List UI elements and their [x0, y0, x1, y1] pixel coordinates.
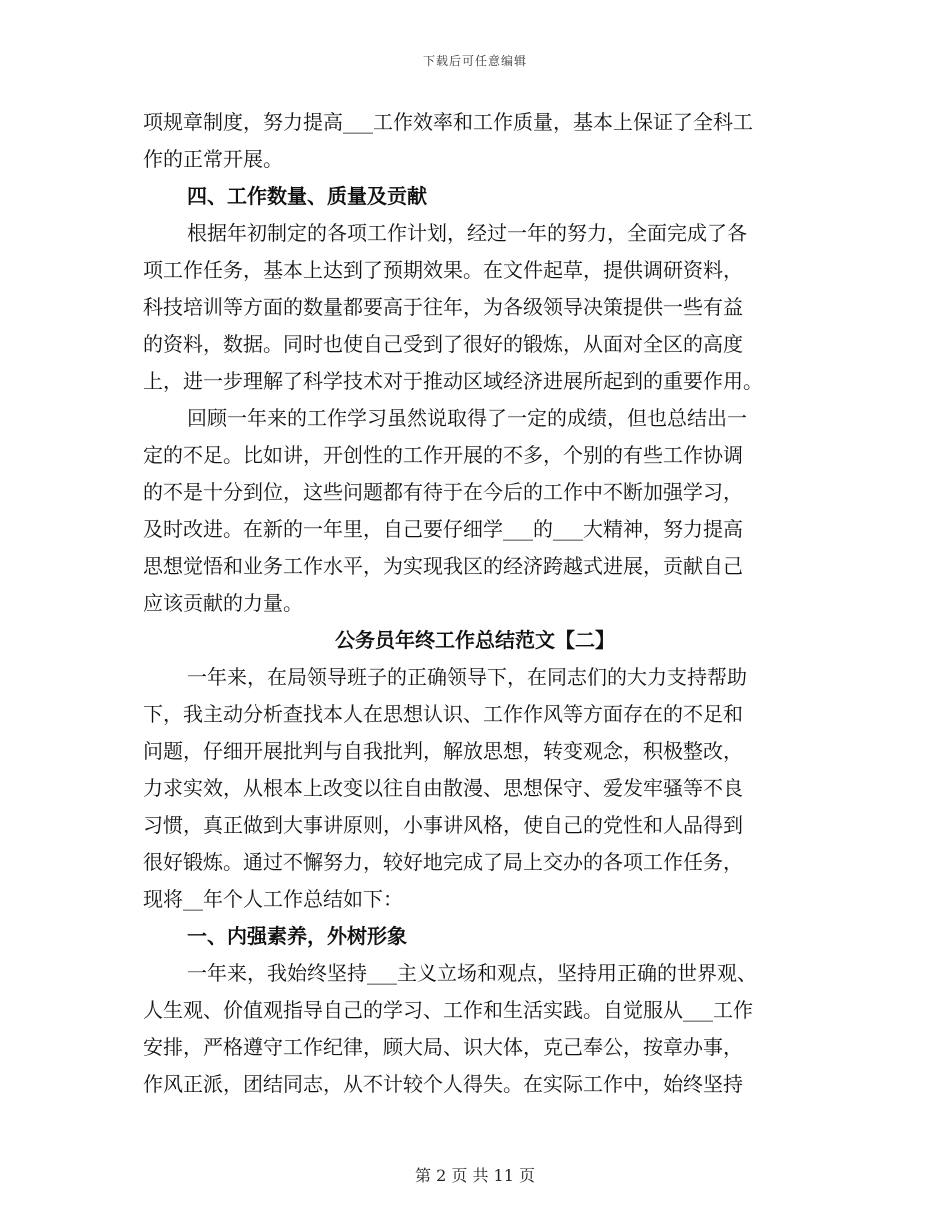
paragraph-line: 安排，严格遵守工作纪律，顾大局、识大体，克己奉公，按章办事， [143, 1035, 743, 1059]
paragraph-line: 习惯，真正做到大事讲原则，小事讲风格，使自己的党性和人品得到 [143, 813, 743, 837]
paragraph-line: 科技培训等方面的数量都要高于往年，为各级领导决策提供一些有益 [143, 295, 743, 319]
paragraph-line: 作风正派，团结同志，从不计较个人得失。在实际工作中，始终坚持 [143, 1072, 743, 1096]
paragraph-line: 的不是十分到位，这些问题都有待于在今后的工作中不断加强学习， [143, 480, 743, 504]
paragraph-line: 问题，仔细开展批判与自我批判，解放思想，转变观念，积极整改， [143, 739, 743, 763]
article-title: 公务员年终工作总结范文【二】 [335, 628, 615, 652]
paragraph-line: 很好锻炼。通过不懈努力，较好地完成了局上交办的各项工作任务， [143, 850, 743, 874]
paragraph-line: 作的正常开展。 [143, 147, 283, 171]
paragraph-line: 人生观、价值观指导自己的学习、工作和生活实践。自觉服从___工作 [143, 998, 753, 1022]
page-number: 第 2 页 共 11 页 [415, 1166, 535, 1185]
paragraph-line: 思想觉悟和业务工作水平，为实现我区的经济跨越式进展，贡献自己 [143, 554, 743, 578]
document-body [143, 104, 807, 1103]
paragraph-line: 定的不足。比如讲，开创性的工作开展的不多，个别的有些工作协调 [143, 443, 743, 467]
paragraph-line: 项规章制度，努力提高___工作效率和工作质量，基本上保证了全科工 [143, 110, 753, 134]
paragraph-line: 上，进一步理解了科学技术对于推动区域经济进展所起到的重要作用。 [143, 369, 763, 393]
section-heading: 一、内强素养，外树形象 [187, 924, 407, 948]
paragraph-line: 力求实效，从根本上改变以往自由散漫、思想保守、爱发牢骚等不良 [143, 776, 743, 800]
paragraph-line: 应该贡献的力量。 [143, 591, 303, 615]
paragraph-line: 回顾一年来的工作学习虽然说取得了一定的成绩，但也总结出一 [187, 406, 747, 430]
paragraph-line: 一年来，我始终坚持___主义立场和观点，坚持用正确的世界观、 [187, 961, 757, 985]
paragraph-line: 项工作任务，基本上达到了预期效果。在文件起草，提供调研资料， [143, 258, 743, 282]
paragraph-line: 下，我主动分析查找本人在思想认识、工作作风等方面存在的不足和 [143, 702, 743, 726]
section-heading: 四、工作数量、质量及贡献 [187, 184, 427, 208]
paragraph-line: 的资料，数据。同时也使自己受到了很好的锻炼，从面对全区的高度 [143, 332, 743, 356]
paragraph-line: 及时改进。在新的一年里，自己要仔细学___的___大精神，努力提高 [143, 517, 743, 541]
header-note: 下载后可任意编辑 [422, 54, 527, 68]
paragraph-line: 一年来，在局领导班子的正确领导下，在同志们的大力支持帮助 [187, 665, 747, 689]
paragraph-line: 根据年初制定的各项工作计划，经过一年的努力，全面完成了各 [187, 221, 747, 245]
paragraph-line: 现将__年个人工作总结如下： [143, 887, 403, 911]
